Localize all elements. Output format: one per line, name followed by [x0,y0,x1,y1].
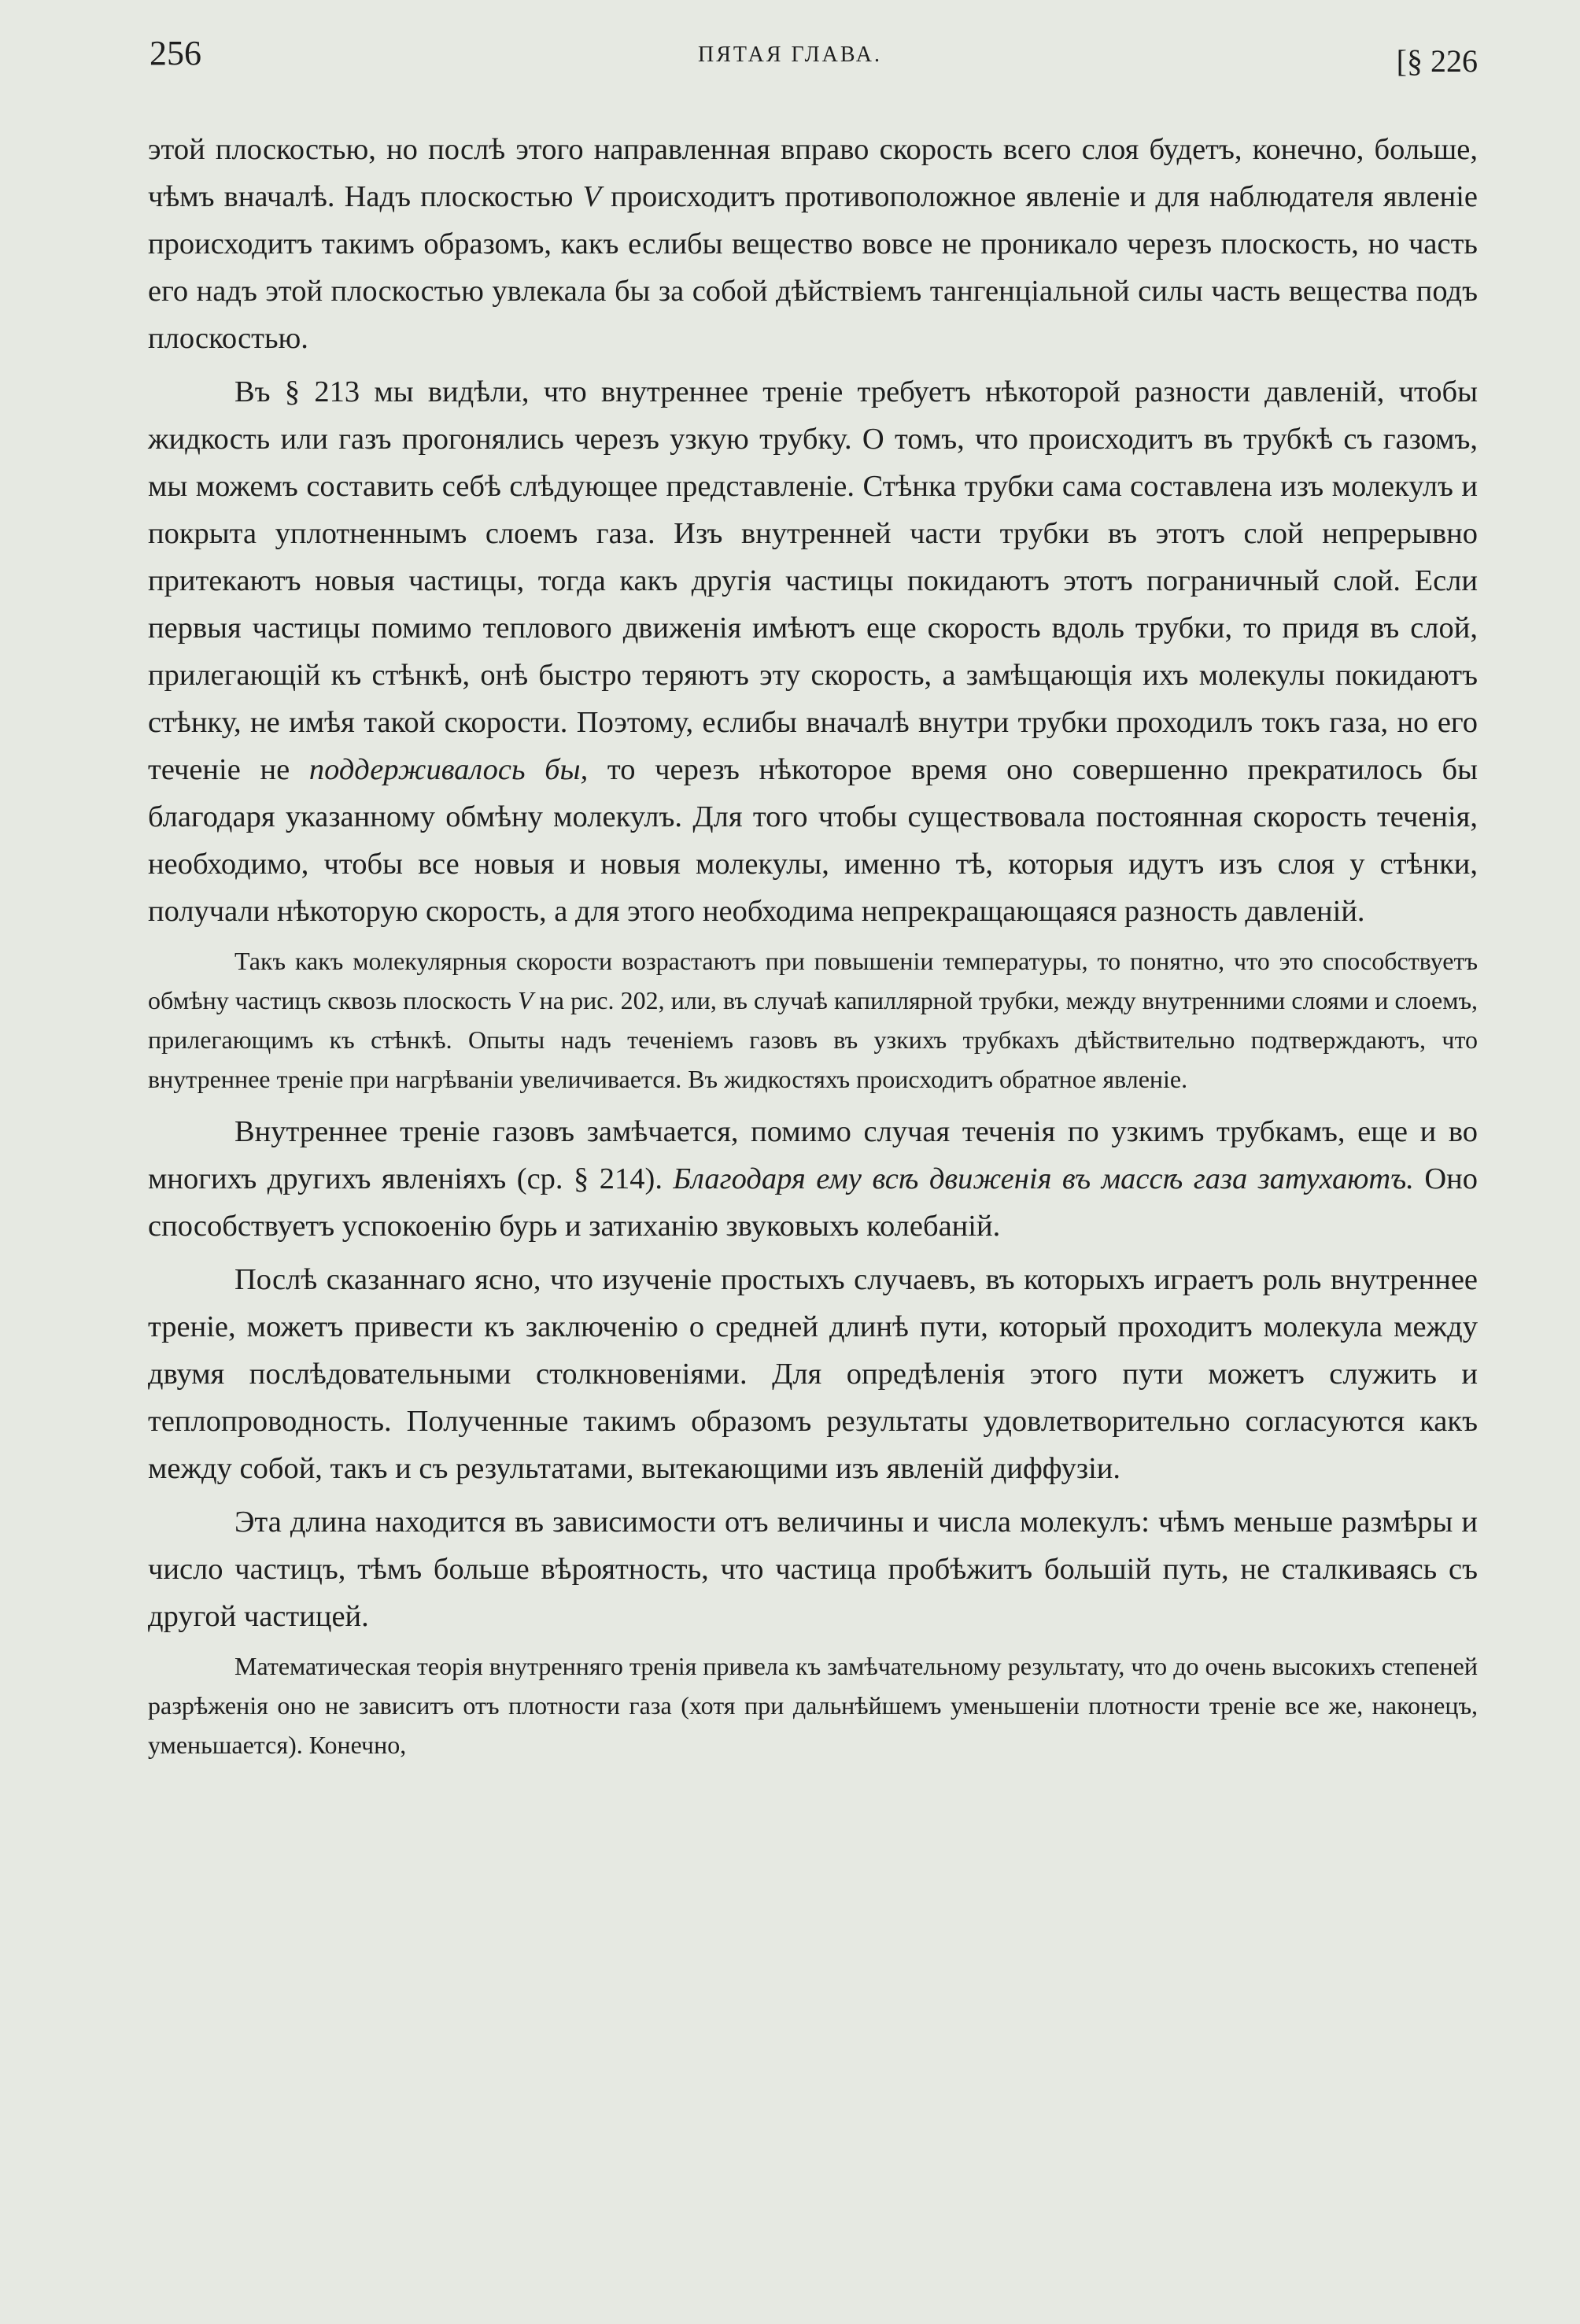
paragraph-text: Въ § 213 мы видѣли, что внутреннее треніе требуетъ нѣкоторой разности давленій, чтобы жидкость или газъ прогонялись черезъ узкую трубку. О томъ, что происходитъ въ трубкѣ съ газомъ, мы можемъ составить себѣ слѣдующее представленіе. Стѣнка трубки сама составлена изъ молекулъ и покрыта уплотненнымъ слоемъ газа. Изъ внутренней части трубки въ этотъ слой непрерывно притекаютъ новыя частицы, тогда какъ другія частицы покидаютъ этотъ пограничный слой. Если первыя частицы помимо теплового движенія имѣютъ еще скорость вдоль трубки, то придя въ слой, прилегающій къ стѣнкѣ, онѣ быстро теряютъ эту скорость, а замѣщающія ихъ молекулы покидаютъ стѣнку, не имѣя такой скорости. Поэтому, еслибы вначалѣ внутри трубки проходилъ токъ газа, но его теченіе не [148,375,1478,786]
paragraph-text: происходитъ противоположное явленіе и для наблюдателя явленіе происходитъ такимъ образомъ, какъ еслибы вещество вовсе не проникало черезъ плоскость, но часть его надъ этой плоскостью увлекала бы за собой дѣйствіемъ тангенціальной силы часть вещества подъ плоскостью. [148,180,1478,355]
small-print-paragraph [148,1646,1478,1764]
variable-v: V [517,986,533,1014]
paragraph-text: этой плоскостью, но послѣ этого направленная вправо скорость всего слоя будетъ, конечно, больше, чѣмъ вначалѣ. Надъ плоскостью [148,133,1478,213]
paragraph-text: Такъ какъ молекулярныя скорости возрастаютъ при повышеніи температуры, то понятно, что это способствуетъ обмѣну частицъ сквозь плоскость [148,947,1478,1014]
emphasis-text: поддерживалось бы, [308,753,589,786]
paragraph [148,126,1478,362]
variable-v: V [582,180,602,213]
paragraph-text: Послѣ сказаннаго ясно, что изученіе простыхъ случаевъ, въ которыхъ играетъ роль внутреннее треніе, можетъ привести къ заключенію о средней длинѣ пути, который проходитъ молекула между двумя послѣдовательными столкновеніями. Для опредѣленія этого пути можетъ служить и теплопроводность. Полученные такимъ образомъ результаты удовлетворительно согласуются какъ между собой, такъ и съ результатами, вытекающими изъ явленій диффузіи. [148,1263,1478,1485]
paragraph-text: на рис. 202, или, въ случаѣ капиллярной трубки, между внутренними слоями и слоемъ, прилегающимъ къ стѣнкѣ. Опыты надъ теченіемъ газовъ въ узкихъ трубкахъ дѣйствительно подтверждаютъ, что внутреннее треніе при нагрѣваніи увеличивается. Въ жидкостяхъ происходитъ обратное явленіе. [148,986,1478,1093]
paragraph-text: Эта длина находится въ зависимости отъ величины и числа молекулъ: чѣмъ меньше размѣры и число частицъ, тѣмъ больше вѣроятность, что частица пробѣжитъ большій путь, не сталкиваясь съ другой частицей. [148,1506,1478,1633]
chapter-title: ПЯТАЯ ГЛАВА. [698,42,882,67]
paragraph-text: то черезъ нѣкоторое время оно совершенно прекратилось бы благодаря указанному обмѣну молекулъ. Для того чтобы существовала постоянная скорость теченія, необходимо, чтобы все новыя и новыя молекулы, именно тѣ, которыя идутъ изъ слоя у стѣнки, получали нѣкоторую скорость, а для этого необходима непрекращающаяся разность давленій. [148,753,1478,928]
section-number: [§ 226 [1396,43,1478,79]
paragraph-text: Оно способствуетъ успокоенію бурь и затиханію звуковыхъ колебаній. [148,1162,1478,1243]
paragraph-text: Математическая теорія внутренняго тренія привела къ замѣчательному результату, что до очень высокихъ степеней разрѣженія оно не зависитъ отъ плотности газа (хотя при дальнѣйшемъ уменьшеніи плотности треніе все же, наконецъ, уменьшается). Конечно, [148,1652,1478,1759]
paragraph [148,1108,1478,1250]
page-header [0,33,1580,80]
small-print-paragraph [148,941,1478,1099]
paragraph [148,1256,1478,1492]
page-number: 256 [150,34,201,72]
paragraph [148,1498,1478,1640]
paragraph-text: Внутреннее треніе газовъ замѣчается, помимо случая теченія по узкимъ трубкамъ, еще и во многихъ другихъ явленіяхъ (ср. § 214). [148,1115,1478,1195]
page-body [148,126,1478,1764]
paragraph [148,368,1478,935]
emphasis-text: Благодаря ему всѣ движенія въ массѣ газа затухаютъ. [673,1162,1414,1195]
